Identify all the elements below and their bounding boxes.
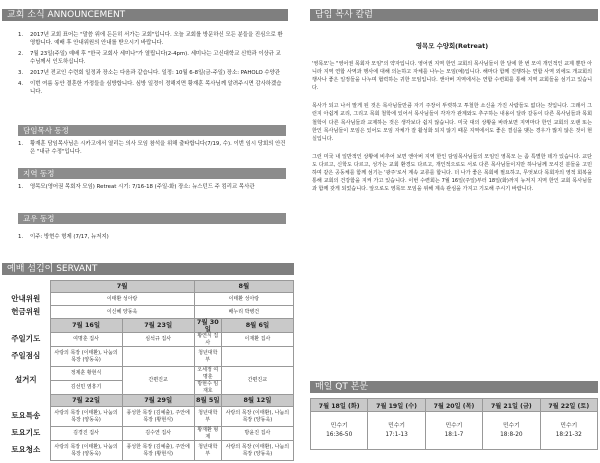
week-date: 8월 6일 [221,319,293,333]
dish-cell: 간편진교 [221,367,293,395]
list-item [18,31,286,47]
row-label: 토요기도 [11,428,41,438]
dish-cell: 오세정 여명훈 [194,367,221,381]
row-label: 주일점심 [11,351,41,361]
month-july: 7월 [50,281,194,293]
satpray-cell: 김수연 집사 [122,427,194,441]
corner-cell [2,281,50,293]
item-number: 1. [18,141,24,147]
satfood-cell: 청년대학부 [194,407,221,427]
qt-passage [425,412,482,450]
satfood-cell: 사랑의 목장 (이태환), 나눔의 목장 (양동욱) [50,407,122,427]
pastor-news-header: 담임목사 동정 [18,125,286,136]
corner-cell [2,395,50,407]
week-date: 7월 29일 [122,395,194,407]
prayer-cell: 황연식 집사 [194,333,221,347]
qt-verses: 18:21-32 [555,431,582,438]
meal-cell: 청년대학부 [194,347,221,367]
qt-passage [368,412,425,450]
satclean-cell: 사랑의 목장 (이태환), 나눔의 목장 (양동욱) [221,441,293,461]
row-label: 설거지 [14,375,37,385]
qt-passage [311,412,368,450]
qt-date: 7월 21일 (금) [483,399,540,412]
column-paragraph: '영목모'는 "영어권 목회자 모임"의 약자입니다. 영어권 지역 한인 교회의 목사님들이 한 달에 한 번 모여 개인적인 교제 뿐만 아니라 지역 연합 사역과 행사에 대해 의논하고 자체를 나누는 모임(예)입니다. 해마다 함께 진행하는 연합 사역 외에도 개교회의 행사나 좋은 일정들을 나누며 협력하는 귀한 모임입니다. 앤아버 지역에서는 연합 수련회를 통해 지역 교회들을 섬기고 있습니다. [312,61,592,92]
column-paragraph: 목사가 되고 나서 말게 된 것은 목사님들만큼 자기 주장이 뚜렷하고 투철한 소신을 가진 사람들도 없다는 것입니다. 그래서 그런지 아쉽게 교리, 그리고 목회 철학에 있어서 목사님들이 각자가 관계와도 추구하는 내용이 달라 갈등이 다른 목사님들과 목회 철학이 다른 목사님들과 교제하는 것은 생각보다 쉽지 않습니다. 미국 대의 상황을 바라보면 지역마다 한인 교회의 오랜 또는 한인 목사님들이 모임은 있어도 모임 자체가 잘 활성화 되지 않기 때문 지역에서도 좋은 결실을 맺는 경우가 많지 않은 것이 현실입니다. [312,103,592,142]
usher-july: 이태환 성아랑 [50,293,194,306]
item-number: 2. [18,51,24,57]
qt-book: 민수기 [502,422,520,429]
pastor-news-list [18,140,286,159]
satclean-cell: 풍성한 목장 (김예출), 주안에 목장 (황현식) [122,441,194,461]
dish-cell: 김선민 염흥기 [50,381,122,395]
satfood-cell: 사랑의 목장 (이태환), 나눔의 목장 (양동욱) [221,407,293,427]
qt-date: 7월 22일 (토) [540,399,597,412]
satpray-cell: 김경진 집사 [50,427,122,441]
qt-book: 민수기 [445,422,463,429]
week-date: 7월 23일 [122,319,194,333]
member-news-list [18,233,286,244]
corner-cell [2,319,50,333]
qt-verses: 18:1-7 [444,431,464,438]
offering-july: 이신혜 양동욱 [50,306,194,319]
column-title: 영목모 수양회(Retreat) [415,42,489,50]
list-item [18,80,286,96]
meal-cell [122,347,194,367]
satclean-cell: 청년대학부 [194,441,221,461]
row-label: 토요청소 [11,445,41,455]
qt-book: 민수기 [330,422,348,429]
satclean-cell: 사랑의 목장 (이태환), 나눔의 목장 (양동욱) [50,441,122,461]
item-text: 이번 여름 동안 결혼한 가정들을 심방합니다. 심방 일정이 정해지면 황재훈 목사님께 알려주시면 감사하겠습니다. [30,81,282,95]
column-header: 담임 목사 칼럼 [310,9,598,21]
item-text: 이주: 방현수 형제 (7/17, 뉴저지) [30,234,109,240]
item-text: 2017년 교회 표어는 "말씀 위에 든든히 서가는 교회"입니다. 오늘 교회를 방문하신 모든 분들을 진심으로 환영합니다. 예배 후 안내위원의 안내를 받으시기 바랍니다. [30,32,283,46]
servant-header: 예배 섬김이 SERVANT [2,263,294,275]
week-date: 7월 30일 [194,319,221,333]
member-news-header: 교우 동정 [18,213,286,224]
region-news-list [18,183,286,194]
dish-cell: 정제훈 황현식 [50,367,122,381]
row-label: 안내위원 [11,293,41,303]
qt-book: 민수기 [560,422,578,429]
month-august: 8월 [194,281,293,293]
column-paragraph: 그런 미국 내 일반적인 상황에 비추어 보면 앤아버 지역 한인 담임목사님들의 모임인 영목모 는 좀 특별한 데가 있습니다. 교단도 다르고, 신학도 다르고, 성가는 교회 환경도 다르고, 개인적으로도 서로 다른 목사님들이지만 하나님께 모셔진 분들을 고민하며 같은 공동체를 함께 섬기는 '광주'로서 계속 교류를 합니다. 더 나가 좋은 목회에 필요하고, 무엇보다 목회자의 영적 회복을 통해 교회의 건강함을 지켜 가고 있습니다. 이번 수련회는 7월 16일(주일)부터 18일(화)까지 뉴저지 지역 한인 교회 목사님들과 함께 갖게 되었습니다. 앞으로도 영목모 모임을 위해 계속 관심을 가지고 기도해 주시기 바랍니다. [312,153,592,193]
item-text: 2017년 전교인 수련회 일정과 장소는 다음과 같습니다. 일정: 10월 6-8일(금-주일) 장소: PAHOLO 수양관 [30,70,281,76]
satfood-cell: 풍성한 목장 (김예출), 주안에 목장 (황현식) [122,407,194,427]
qt-verses: 17:1-13 [385,431,408,438]
dish-cell: 간편진교 [122,367,194,395]
item-number: 1. [18,184,24,190]
qt-table [310,398,598,450]
qt-date: 7월 19일 (수) [368,399,425,412]
list-item [18,233,286,241]
prayer-cell: 여명훈 집사 [50,333,122,347]
region-news-header: 지역 동정 [18,168,286,179]
item-number: 1. [18,234,24,240]
row-label: 헌금위원 [11,306,41,316]
pastor-column [312,20,592,193]
qt-verses: 16:36-50 [326,431,353,438]
meal-cell: 사랑의 목장 (이태환), 나눔의 목장 (양동욱) [50,347,122,367]
list-item [18,69,286,77]
qt-date: 7월 18일 (화) [311,399,368,412]
prayer-cell: 심석규 집사 [122,333,194,347]
meal-cell [221,347,293,367]
list-item [18,183,286,191]
servant-table [2,280,294,461]
row-label: 주일기도 [11,334,41,344]
item-number: 4. [18,81,24,87]
qt-passage [540,412,597,450]
item-text: 영목모(영어권 목회자 모임) Retreat 시기: 7/16-18 (주일-화) 장소: 뉴스턴드 주 킴리교 목사관 [30,184,255,190]
prayer-cell: 이재환 집사 [221,333,293,347]
qt-passage [483,412,540,450]
week-date: 8월 5일 [194,395,221,407]
qt-header: 매일 QT 본문 [310,381,598,393]
item-number: 1. [18,32,24,38]
item-text: 7월 23일(주일) 예배 후 "한국 교회사 세미나"가 열립니다(2-4pm). 세미나는 고신대학교 신학과 이상규 교수님께서 인도하십니다. [30,51,281,65]
qt-book: 민수기 [388,422,405,429]
satpray-cell: 방윤진 집사 [221,427,293,441]
dish-cell: 방현수 임재호 [194,381,221,395]
item-text: 황재훈 담임목사님은 시카고에서 열리는 의사 모임 참석을 위해 출타합니다(7/19, 수). 이번 임시 당회의 안건은 "내규 수정"입니다. [30,141,286,155]
week-date: 8월 12일 [221,395,293,407]
offering-august: 배누리 박병건 [194,306,293,319]
list-item [18,50,286,66]
row-label: 토요특송 [11,411,41,421]
week-date: 7월 22일 [50,395,122,407]
list-item [18,140,286,156]
announcement-list [18,31,286,99]
usher-august: 이태환 성아랑 [194,293,293,306]
qt-verses: 18:8-20 [500,431,523,438]
announcement-header: 교회 소식 ANNOUNCEMENT [2,9,288,21]
qt-date: 7월 20일 (목) [425,399,482,412]
week-date: 7월 16일 [50,319,122,333]
item-number: 3. [18,70,24,76]
satpray-cell: 황재환 형제 [194,427,221,441]
